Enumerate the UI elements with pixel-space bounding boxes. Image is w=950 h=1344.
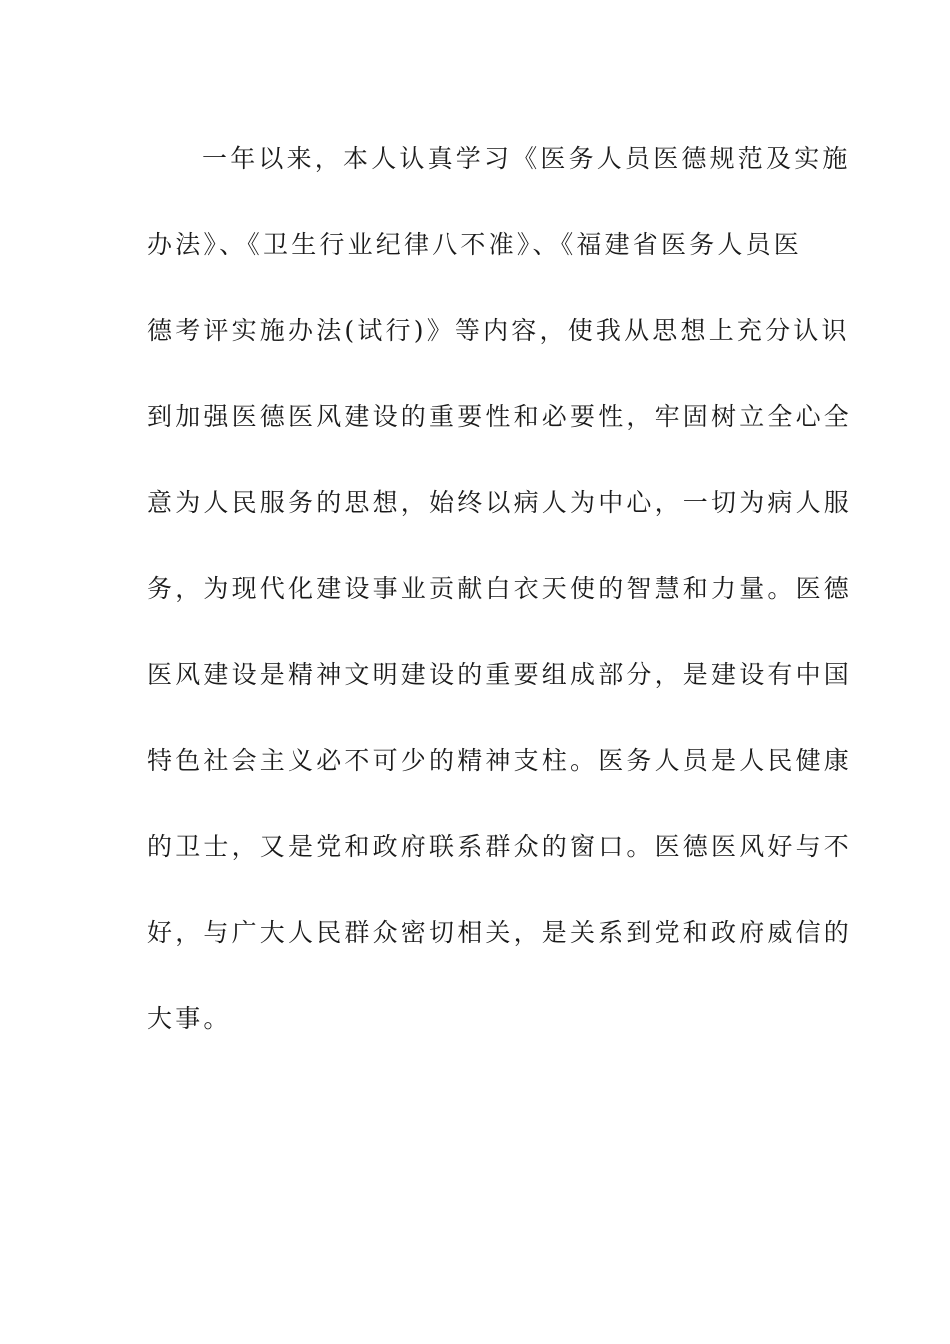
paragraph-line: 特色社会主义必不可少的精神支柱。医务人员是人民健康 <box>147 746 853 775</box>
paragraph-line: 意为人民服务的思想，始终以病人为中心，一切为病人服 <box>147 488 853 517</box>
paragraph-line: 德考评实施办法(试行)》等内容，使我从思想上充分认识 <box>147 316 850 345</box>
paragraph-line: 一年以来，本人认真学习《医务人员医德规范及实施 <box>202 144 851 173</box>
paragraph-line: 大事。 <box>147 1004 232 1033</box>
body-paragraph <box>147 137 853 1083</box>
paragraph-line: 务，为现代化建设事业贡献白衣天使的智慧和力量。医德 <box>147 574 853 603</box>
paragraph-line: 好，与广大人民群众密切相关，是关系到党和政府威信的 <box>147 918 853 947</box>
paragraph-line: 医风建设是精神文明建设的重要组成部分，是建设有中国 <box>147 660 853 689</box>
paragraph-line: 办法》、《卫生行业纪律八不准》、《福建省医务人员医 <box>147 230 803 259</box>
paragraph-line: 的卫士，又是党和政府联系群众的窗口。医德医风好与不 <box>147 832 853 861</box>
paragraph-line: 到加强医德医风建设的重要性和必要性，牢固树立全心全 <box>147 402 853 431</box>
